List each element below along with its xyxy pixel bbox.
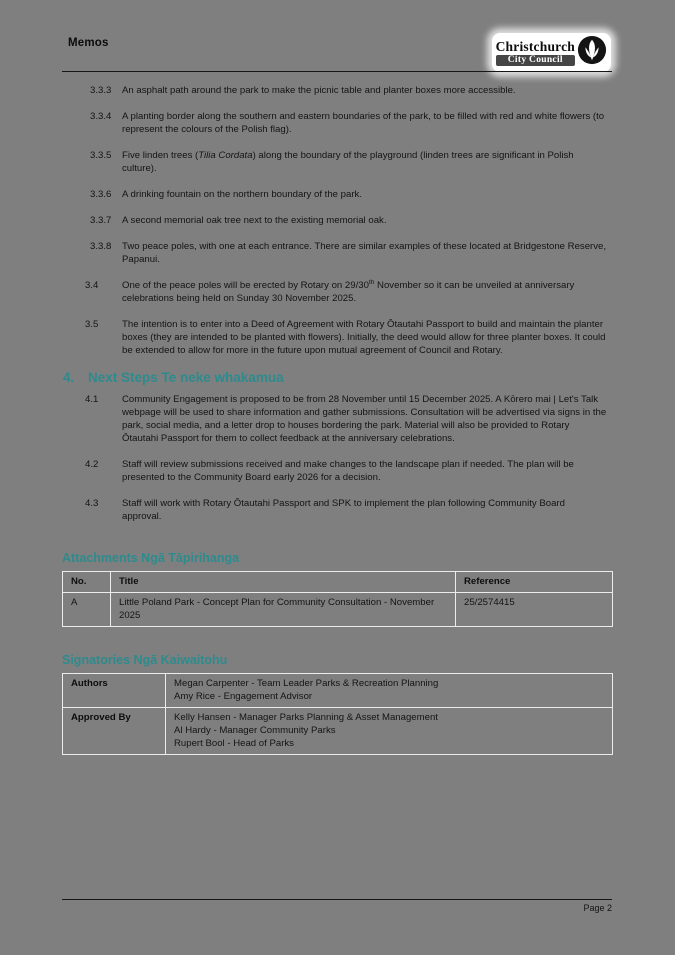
item-number: 4.3	[85, 498, 99, 509]
attachment-title: Little Poland Park - Concept Plan for Community Consultation - November 2025	[111, 593, 456, 627]
attachments-col-no: No.	[63, 572, 111, 593]
item-text	[122, 279, 607, 305]
list-item-3-3-5	[62, 149, 607, 175]
signatories-approved-by-label: Approved By	[63, 708, 166, 755]
item-text-italic: Tilia Cordata	[198, 150, 253, 161]
item-text-part: ) along the boundary of the playground (linden trees are significant in Polish culture).	[122, 150, 574, 174]
item-number: 3.4	[85, 280, 99, 291]
list-item-4-3	[62, 497, 607, 523]
council-logo-text	[496, 40, 575, 66]
item-number: 3.3.3	[90, 85, 112, 96]
table-row	[63, 708, 613, 755]
attachment-reference: 25/2574415	[456, 593, 613, 627]
item-text: Staff will review submissions received and make changes to the landscape plan if needed. The plan will be presented to the Community Board early 2026 for a decision.	[122, 459, 574, 483]
item-text: A second memorial oak tree next to the existing memorial oak.	[122, 215, 387, 226]
signatories-table	[62, 673, 613, 755]
item-number: 3.3.4	[90, 111, 112, 122]
item-text: Staff will work with Rotary Ōtautahi Passport and SPK to implement the plan following Community Board approval.	[122, 498, 565, 522]
signatory-name: Rupert Bool - Head of Parks	[174, 738, 294, 749]
signatories-approved-by-names	[166, 708, 613, 755]
attachments-table	[62, 571, 613, 627]
list-item-3-3-6	[62, 188, 607, 201]
item-text: Two peace poles, with one at each entrance. There are similar examples of these located at Bridgestone Reserve, Papanui.	[122, 241, 607, 265]
item-number: 4.2	[85, 459, 99, 470]
attachments-col-title: Title	[111, 572, 456, 593]
council-logo-subname: City Council	[496, 55, 575, 66]
signatories-authors-names	[166, 674, 613, 708]
list-item-3-3-7	[62, 214, 607, 227]
section-heading-next-steps	[63, 370, 607, 386]
signatories-heading: Signatories Ngā Kaiwaitohu	[62, 653, 228, 667]
signatory-name: Al Hardy - Manager Community Parks	[174, 725, 336, 736]
list-item-4-1	[62, 393, 607, 445]
item-number: 3.5	[85, 319, 99, 330]
header-rule	[62, 71, 612, 72]
list-item-4-2	[62, 458, 607, 484]
item-text: The intention is to enter into a Deed of Agreement with Rotary Ōtautahi Passport to build and maintain the planter boxes (they are intended to be planted with flowers). Initially, the deed would allow for three planter boxes. It could be extended to allow for more in the future upon mutual agreement of Council and Rotary.	[122, 319, 606, 356]
document-type-title: Memos	[68, 37, 109, 49]
list-item-3-3-4	[62, 110, 607, 136]
item-text	[122, 149, 607, 175]
table-row	[63, 593, 613, 627]
council-logo	[492, 33, 611, 72]
memo-body	[62, 84, 607, 755]
council-logo-emblem-icon	[577, 35, 607, 70]
signatory-name: Amy Rice - Engagement Advisor	[174, 691, 313, 702]
item-number: 3.3.7	[90, 215, 112, 226]
council-logo-name: Christchurch	[495, 38, 575, 54]
section-number: 4.	[63, 370, 75, 385]
list-item-3-5	[62, 318, 607, 357]
item-text: An asphalt path around the park to make the picnic table and planter boxes more accessible.	[122, 85, 516, 96]
item-text-part: One of the peace poles will be erected by Rotary on 29/30	[122, 280, 369, 291]
table-header-row	[63, 572, 613, 593]
attachments-col-reference: Reference	[456, 572, 613, 593]
signatory-name: Megan Carpenter - Team Leader Parks & Recreation Planning	[174, 678, 439, 689]
attachment-no: A	[63, 593, 111, 627]
item-number: 3.3.6	[90, 189, 112, 200]
list-item-3-3-8	[62, 240, 607, 266]
table-row	[63, 674, 613, 708]
footer-rule	[62, 899, 612, 900]
item-text: Community Engagement is proposed to be from 28 November until 15 December 2025. A Kōrero mai | Let's Talk webpage will be used to share information and gather submissions. Consultation will be advertised via signs in the park, social media, and a letter drop to houses bordering the park. Material will also be provided to Rotary Ōtautahi Passport for them to collect feedback at the anniversary celebrations.	[122, 394, 607, 444]
signatories-authors-label: Authors	[63, 674, 166, 708]
item-text: A planting border along the southern and eastern boundaries of the park, to be filled with red and white flowers (to represent the colours of the Polish flag).	[122, 111, 605, 135]
list-item-3-3-3	[62, 84, 607, 97]
item-text-part: November so it can be unveiled at anniversary celebrations being held on Sunday 30 November 2025.	[122, 280, 575, 304]
attachments-heading: Attachments Ngā Tāpirihanga	[62, 551, 240, 565]
page-number: Page 2	[583, 903, 612, 913]
item-text: A drinking fountain on the northern boundary of the park.	[122, 189, 363, 200]
item-number: 3.3.8	[90, 241, 112, 252]
signatory-name: Kelly Hansen - Manager Parks Planning & Asset Management	[174, 712, 438, 723]
item-number: 4.1	[85, 394, 99, 405]
item-text-part: Five linden trees (	[122, 150, 199, 161]
list-item-3-4	[62, 279, 607, 305]
item-text-superscript: th	[368, 278, 375, 286]
item-number: 3.3.5	[90, 150, 112, 161]
section-title: Next Steps Te neke whakamua	[88, 370, 284, 385]
